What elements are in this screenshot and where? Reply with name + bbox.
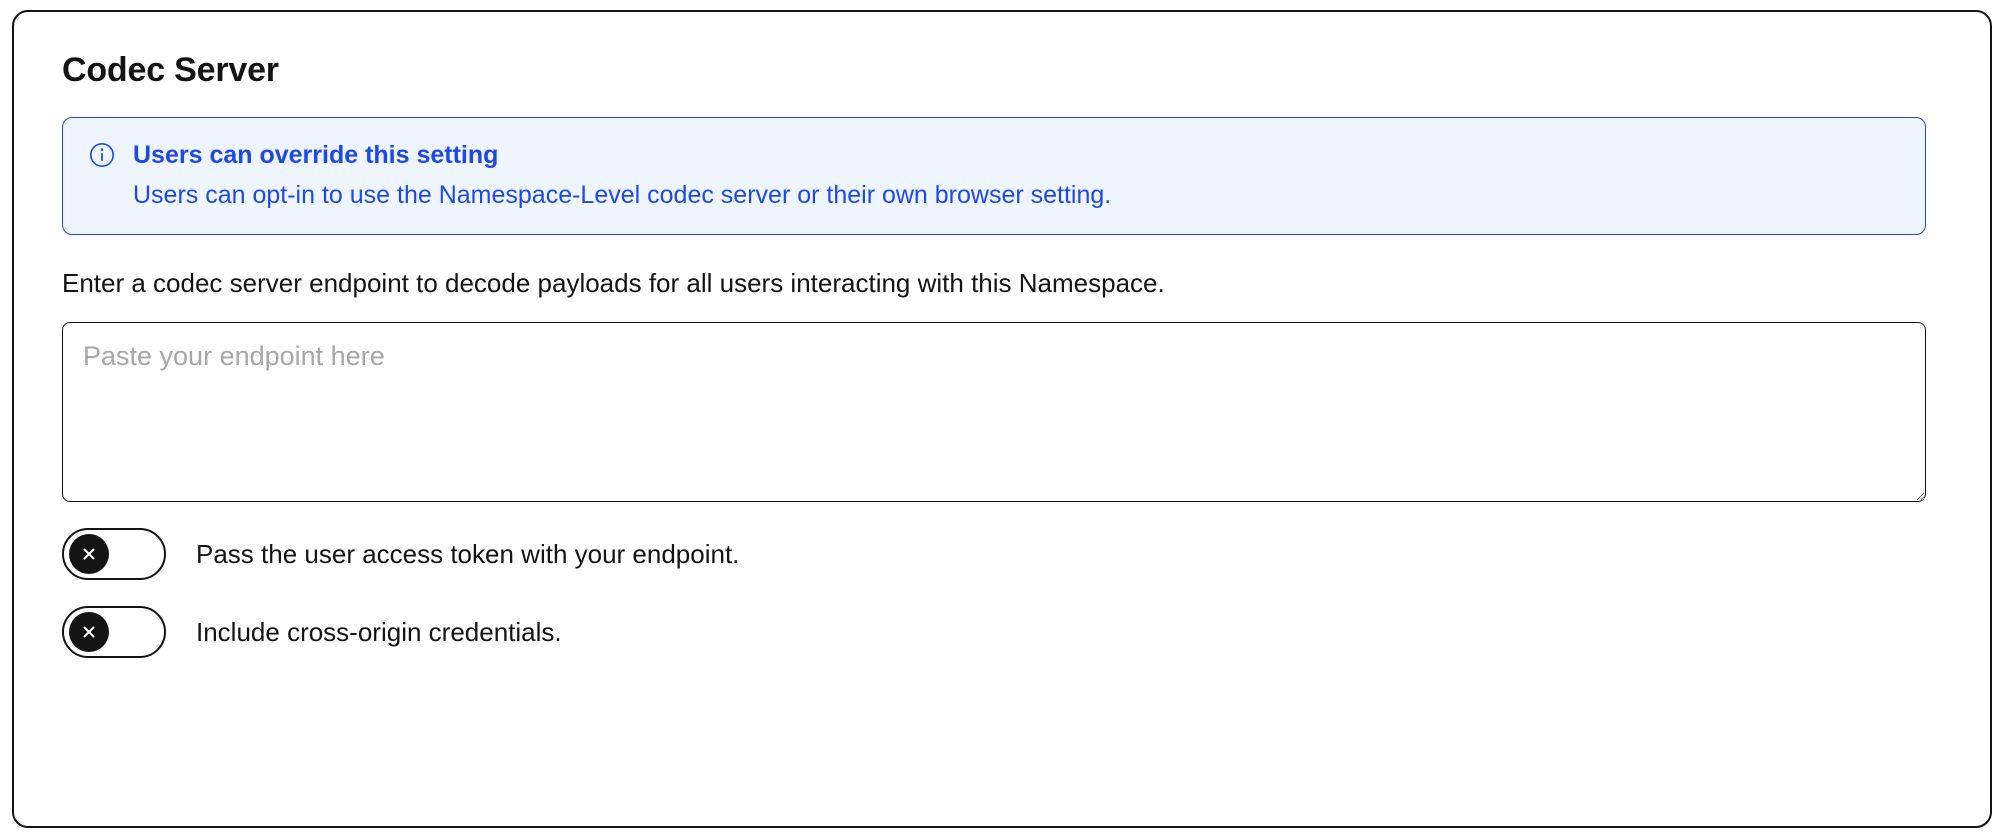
codec-endpoint-input[interactable] <box>62 322 1926 502</box>
pass-access-token-toggle[interactable] <box>62 528 166 580</box>
override-notice-callout <box>62 117 1926 235</box>
endpoint-description: Enter a codec server endpoint to decode payloads for all users interacting with this Namespace. <box>62 267 1165 298</box>
include-cross-origin-credentials-label: Include cross-origin credentials. <box>196 616 562 647</box>
page-title: Codec Server <box>62 51 279 89</box>
toggle-knob <box>69 534 109 574</box>
info-circle-icon <box>89 142 115 168</box>
callout-body <box>133 140 1111 210</box>
codec-server-panel <box>12 10 1992 828</box>
toggle-knob <box>69 612 109 652</box>
toggle-row-access-token <box>62 528 1942 580</box>
callout-text: Users can opt-in to use the Namespace-Level codec server or their own browser setting. <box>133 180 1112 209</box>
pass-access-token-label: Pass the user access token with your endpoint. <box>196 538 740 569</box>
toggle-row-cross-origin <box>62 606 1942 658</box>
include-cross-origin-credentials-toggle[interactable] <box>62 606 166 658</box>
callout-title: Users can override this setting <box>133 140 499 169</box>
